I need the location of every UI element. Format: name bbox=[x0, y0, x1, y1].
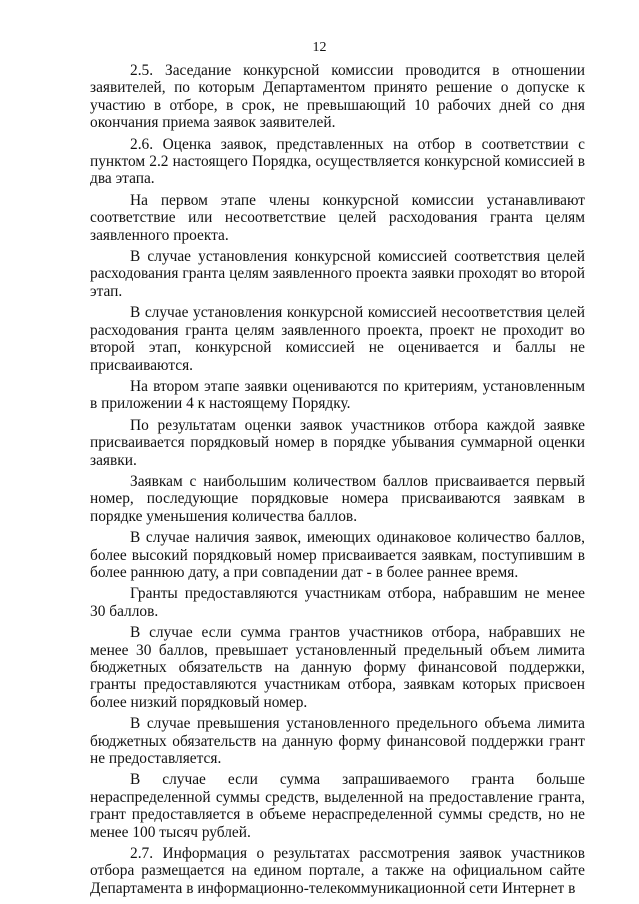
paragraph-min-points: Гранты предоставляются участникам отбора, набравшим не менее 30 баллов. bbox=[90, 585, 585, 620]
paragraph-first-stage: На первом этапе члены конкурсной комиссии устанавливают соответствие или несоответствие целей расходования гранта целям заявленного проекта. bbox=[90, 191, 585, 244]
paragraph-first-number: Заявкам с наибольшим количеством баллов присваивается первый номер, последующие порядковые номера присваиваются заявкам в порядке уменьшения количества баллов. bbox=[90, 472, 585, 525]
paragraph-limit-exceeded: В случае если сумма грантов участников отбора, набравших не менее 30 баллов, превышает установленный предельный объем лимита бюджетных обязательств на данную форму финансовой поддержки, гранты предоставляются участникам отбора, заявкам которых присвоен более низкий порядковый номер. bbox=[90, 624, 585, 711]
paragraph-equal-points: В случае наличия заявок, имеющих одинаковое количество баллов, более высокий порядковый номер присваивается заявкам, поступившим в более раннюю дату, а при совпадении дат - в более раннее время. bbox=[90, 529, 585, 581]
paragraph-conformity: В случае установления конкурсной комиссией соответствия целей расходования гранта целям заявленного проекта заявки проходят во второй этап. bbox=[90, 248, 585, 300]
paragraph-2-6: 2.6. Оценка заявок, представленных на отбор в соответствии с пунктом 2.2 настоящего Порядка, осуществляется конкурсной комиссией в два этапа. bbox=[90, 135, 585, 188]
page-number: 12 bbox=[312, 40, 327, 55]
paragraph-ranking: По результатам оценки заявок участников отбора каждой заявке присваивается порядковый номер в порядке убывания суммарной оценки заявки. bbox=[90, 416, 585, 469]
paragraph-second-stage: На втором этапе заявки оцениваются по критериям, установленным в приложении 4 к настоящему Порядку. bbox=[90, 377, 585, 413]
paragraph-no-grant: В случае превышения установленного предельного объема лимита бюджетных обязательств на данную форму финансовой поддержки грант не предоставляется. bbox=[90, 715, 585, 768]
paragraph-2-7: 2.7. Информация о результатах рассмотрения заявок участников отбора размещается на едином портале, а также на официальном сайте Департамента в информационно-телекоммуникационной сети Интернет в bbox=[90, 845, 585, 897]
paragraph-nonconformity: В случае установления конкурсной комиссией несоответствия целей расходования гранта целям заявленного проекта, проект не проходит во второй этап, конкурсной комиссией не оценивается и баллы не присваиваются. bbox=[90, 304, 585, 374]
paragraph-remaining-funds: В случае если сумма запрашиваемого гранта больше нераспределенной суммы средств, выделенной на предоставление гранта, грант предоставляется в объеме нераспределенной суммы средств, но не менее 100 тысяч рублей. bbox=[90, 771, 585, 841]
paragraph-2-5: 2.5. Заседание конкурсной комиссии проводится в отношении заявителей, по которым Департаментом принято решение о допуске к участию в отборе, в срок, не превышающий 10 рабочих дней со дня окончания приема заявок заявителей. bbox=[90, 62, 585, 132]
document-body bbox=[90, 62, 585, 897]
